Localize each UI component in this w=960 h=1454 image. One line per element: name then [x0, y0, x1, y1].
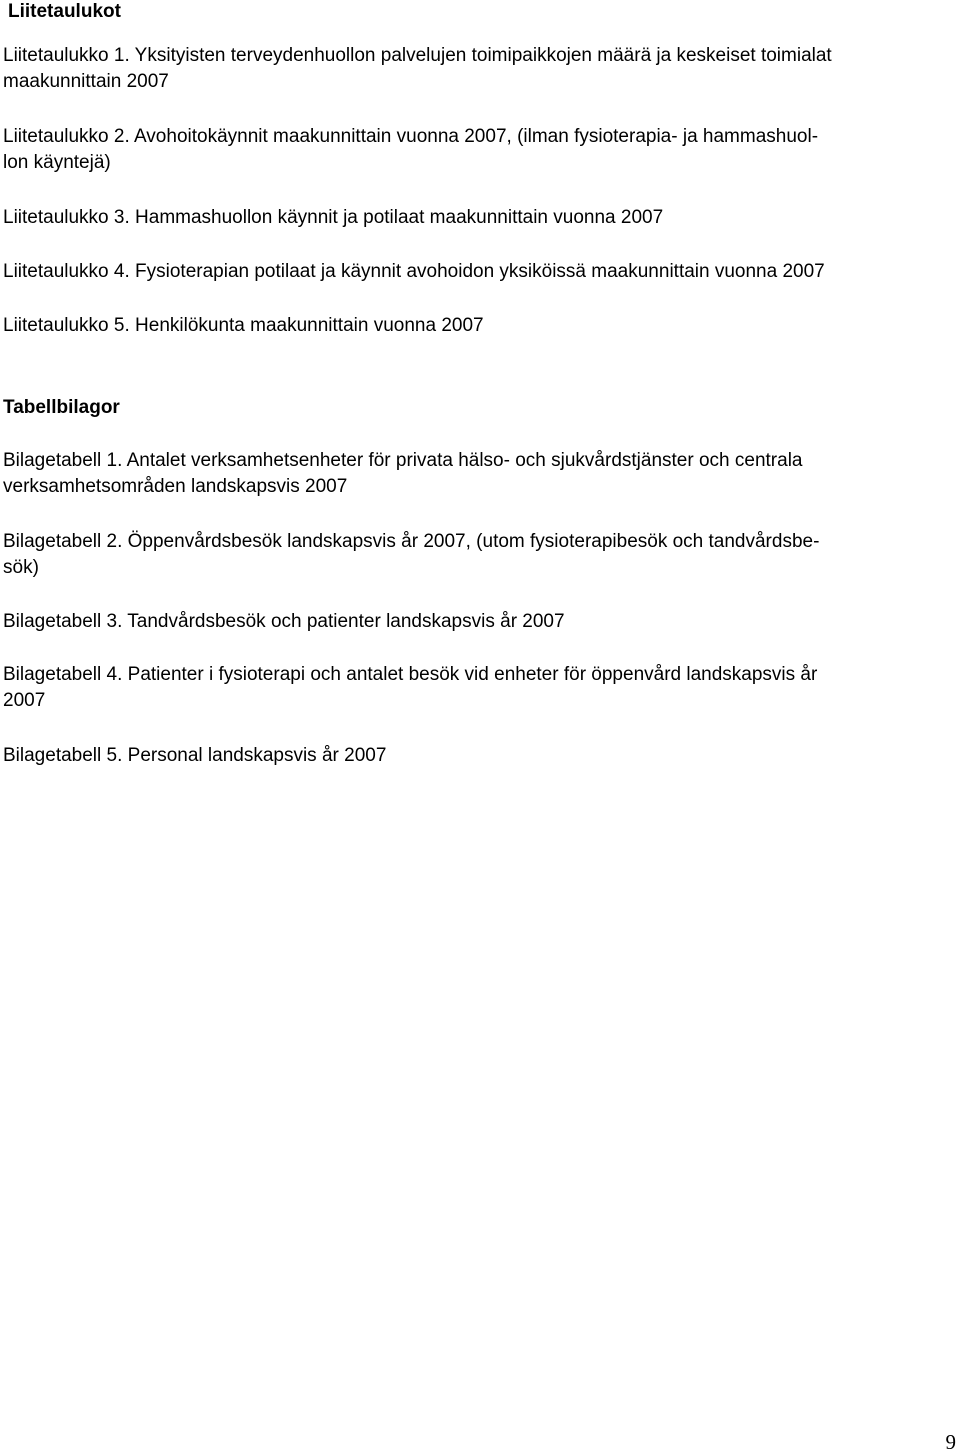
- fi-section-heading: Liitetaulukot: [8, 1, 121, 22]
- entry-line: Liitetaulukko 4. Fysioterapian potilaat ja käynnit avohoidon yksiköissä maakunnittain vuonna 2007: [3, 261, 825, 282]
- entry-line: Bilagetabell 1. Antalet verksamhetsenheter för privata hälso- och sjukvårdstjänster och centrala: [3, 450, 803, 471]
- page-number: 9: [945, 1430, 956, 1454]
- fi-table-entry-2: [3, 124, 951, 176]
- entry-line: lon käyntejä): [3, 152, 111, 173]
- entry-line: Bilagetabell 4. Patienter i fysioterapi och antalet besök vid enheter för öppenvård landskapsvis år: [3, 664, 818, 685]
- entry-line: sök): [3, 557, 39, 578]
- fi-table-entry-3: [3, 205, 951, 231]
- entry-line: Liitetaulukko 5. Henkilökunta maakunnittain vuonna 2007: [3, 315, 484, 336]
- entry-line: Bilagetabell 2. Öppenvårdsbesök landskapsvis år 2007, (utom fysioterapibesök och tandvårdsbe-: [3, 531, 820, 552]
- entry-line: Bilagetabell 5. Personal landskapsvis år 2007: [3, 745, 387, 766]
- sv-table-entry-2: [3, 529, 951, 581]
- fi-table-entry-1: [3, 43, 951, 95]
- entry-line: maakunnittain 2007: [3, 71, 169, 92]
- entry-line: Liitetaulukko 3. Hammashuollon käynnit ja potilaat maakunnittain vuonna 2007: [3, 207, 664, 228]
- entry-line: Liitetaulukko 1. Yksityisten terveydenhuollon palvelujen toimipaikkojen määrä ja keskeiset toimialat: [3, 45, 832, 66]
- sv-section-heading: Tabellbilagor: [3, 397, 120, 418]
- fi-table-entry-5: [3, 313, 951, 339]
- entry-line: Bilagetabell 3. Tandvårdsbesök och patienter landskapsvis år 2007: [3, 611, 565, 632]
- entry-line: Liitetaulukko 2. Avohoitokäynnit maakunnittain vuonna 2007, (ilman fysioterapia- ja hammashuol-: [3, 126, 819, 147]
- sv-table-entry-5: [3, 743, 951, 769]
- entry-line: verksamhetsområden landskapsvis 2007: [3, 476, 348, 497]
- fi-table-entry-4: [3, 259, 951, 285]
- sv-table-entry-3: [3, 609, 951, 635]
- entry-line: 2007: [3, 690, 46, 711]
- sv-table-entry-4: [3, 662, 951, 714]
- sv-table-entry-1: [3, 448, 951, 500]
